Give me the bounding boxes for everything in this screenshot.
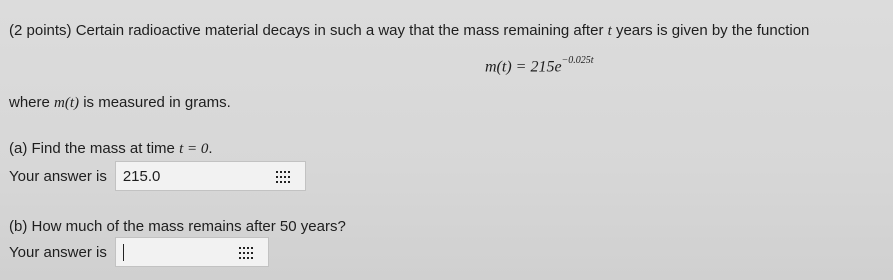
grid-dots-icon[interactable] — [265, 168, 301, 186]
text-cursor — [123, 244, 124, 261]
part-a-question — [9, 140, 213, 158]
part-b-answer-input[interactable] — [115, 237, 269, 267]
decay-formula — [485, 57, 594, 76]
part-b-answer-row — [9, 236, 269, 268]
grid-dots-icon[interactable] — [228, 244, 264, 262]
units-note-math: m(t) — [54, 95, 80, 111]
part-b-question: (b) How much of the mass remains after 50 years? — [9, 218, 346, 235]
part-a-question-suffix: . — [208, 140, 213, 157]
units-note-prefix: where — [9, 94, 55, 111]
problem-statement — [9, 22, 884, 40]
part-a-question-prefix: (a) Find the mass at time — [9, 140, 180, 157]
problem-intro-prefix: (2 points) Certain radioactive material decays in such a way that the mass remaining after — [9, 22, 608, 39]
part-a-answer-value: 215.0 — [122, 167, 161, 185]
part-b-answer-label: Your answer is — [9, 243, 107, 261]
units-note — [9, 94, 231, 112]
part-a-question-math: t = 0 — [179, 141, 209, 157]
problem-intro-variable: t — [607, 23, 612, 39]
part-a-answer-label: Your answer is — [9, 167, 107, 185]
part-a-answer-input[interactable] — [115, 161, 306, 191]
formula-lhs: m(t) = 215e — [485, 58, 562, 76]
formula-exponent: −0.025t — [561, 55, 594, 66]
problem-intro-suffix: years is given by the function — [611, 22, 810, 39]
part-a-answer-row — [9, 160, 306, 192]
units-note-suffix: is measured in grams. — [79, 94, 231, 111]
